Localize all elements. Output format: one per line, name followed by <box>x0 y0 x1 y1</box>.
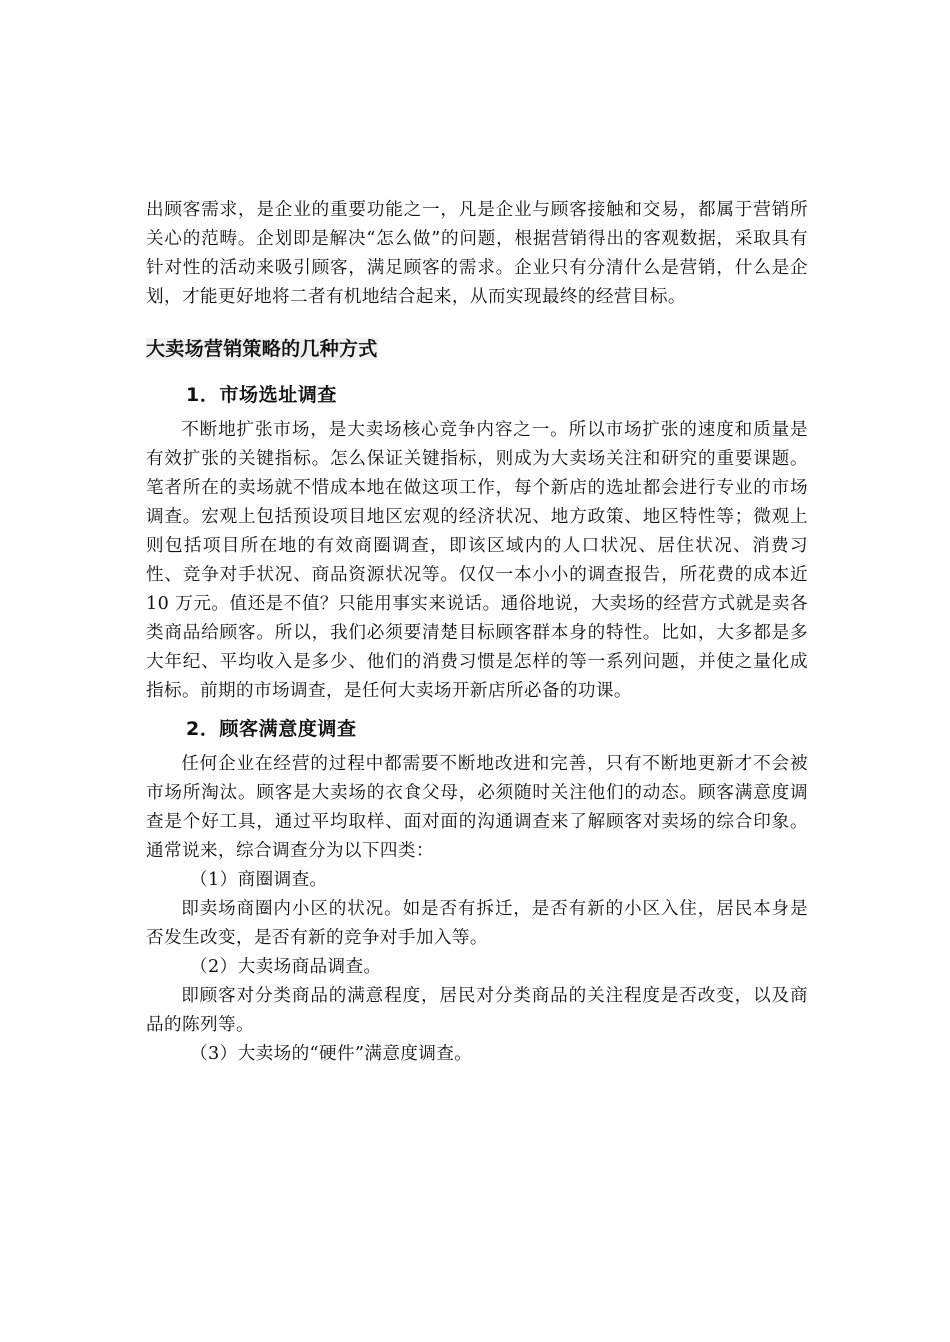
section-title-text: 大卖场营销策略的几种方式 <box>146 338 378 360</box>
subsection-title-satisfaction-survey: 2．顾客满意度调查 <box>186 718 357 740</box>
list-item-title-trade-area: （1）商圈调查。 <box>190 870 328 890</box>
intro-paragraph: 出顾客需求，是企业的重要功能之一，凡是企业与顾客接触和交易，都属于营销所关心的范畴。企划即是解决“怎么做”的问题，根据营销得出的客观数据，采取具有针对性的活动来吸引顾客，满足顾客的需求。企业只有分清什么是营销，什么是企划，才能更好地将二者有机地结合起来，从而实现最终的经营目标。 <box>146 200 808 307</box>
list-item-title-merchandise: （2）大卖场商品调查。 <box>190 957 382 977</box>
list-item-paragraph-trade-area: 即卖场商圈内小区的状况。如是否有拆迁，是否有新的小区入住，居民本身是否发生改变，是否有新的竞争对手加入等。 <box>146 899 808 948</box>
site-survey-paragraph: 不断地扩张市场，是大卖场核心竞争内容之一。所以市场扩张的速度和质量是有效扩张的关键指标。怎么保证关键指标，则成为大卖场关注和研究的重要课题。笔者所在的卖场就不惜成本地在做这项工作，每个新店的选址都会进行专业的市场调查。宏观上包括预设项目地区宏观的经济状况、地方政策、地区特性等；微观上则包括项目所在地的有效商圈调查，即该区域内的人口状况、居住状况、消费习性、竞争对手状况、商品资源状况等。仅仅一本小小的调查报告，所花费的成本近 10 万元。值还是不值？只能用事实来说话。通俗地说，大卖场的经营方式就是卖各类商品给顾客。所以，我们必须要清楚目标顾客群本身的特性。比如，大多都是多大年纪、平均收入是多少、他们的消费习惯是怎样的等一系列问题，并使之量化成指标。前期的市场调查，是任何大卖场开新店所必备的功课。 <box>146 420 808 701</box>
satisfaction-survey-paragraph: 任何企业在经营的过程中都需要不断地改进和完善，只有不断地更新才不会被市场所淘汰。顾客是大卖场的衣食父母，必须随时关注他们的动态。顾客满意度调查是个好工具，通过平均取样、面对面的沟通调查来了解顾客对卖场的综合印象。通常说来，综合调查分为以下四类： <box>146 754 808 861</box>
list-item-paragraph-merchandise: 即顾客对分类商品的满意程度，居民对分类商品的关注程度是否改变，以及商品的陈列等。 <box>146 986 808 1035</box>
list-item-title-hardware: （3）大卖场的“硬件”满意度调查。 <box>190 1044 473 1064</box>
section-title <box>146 336 808 362</box>
document-page <box>146 196 808 1069</box>
subsection-title-site-survey: 1．市场选址调查 <box>186 384 338 406</box>
